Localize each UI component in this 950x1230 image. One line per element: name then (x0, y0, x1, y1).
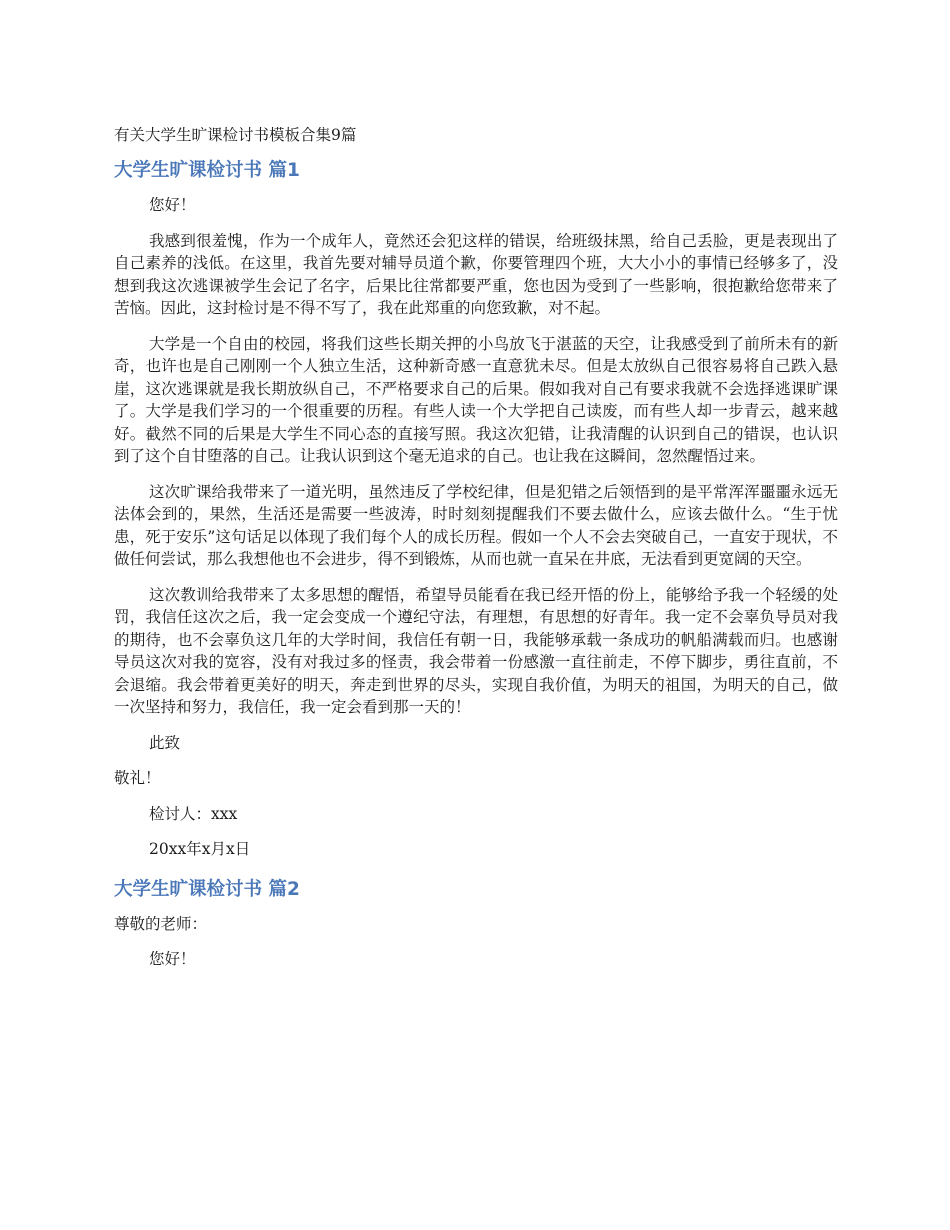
body-paragraph: 这次教训给我带来了太多思想的醒悟，希望导员能看在我已经开悟的份上，能够给予我一个轻缓的处罚，我信任这次之后，我一定会变成一个遵纪守法，有理想，有思想的好青年。我一定不会辜负导员对我的期待，也不会辜负这几年的大学时间，我信任有朝一日，我能够承载一条成功的帆船满载而归。也感谢导员这次对我的宽容，没有对我过多的怪责，我会带着一份感激一直往前走，不停下脚步，勇往直前，不会退缩。我会带着更美好的明天，奔走到世界的尽头，实现自我价值，为明天的祖国，为明天的自己，做一次坚持和努力，我信任，我一定会看到那一天的！ (114, 585, 838, 716)
body-paragraph: 大学是一个自由的校园，将我们这些长期关押的小鸟放飞于湛蓝的天空，让我感受到了前所未有的新奇，也许也是自己刚刚一个人独立生活，这种新奇感一直意犹未尽。但是太放纵自己很容易将自己跌入悬崖，这次逃课就是我长期放纵自己，不严格要求自己的后果。假如我对自己有要求我就不会选择逃课旷课了。大学是我们学习的一个很重要的历程。有些人读一个大学把自己读废，而有些人却一步青云，越来越好。截然不同的后果是大学生不同心态的直接写照。我这次犯错，让我清醒的认识到自己的错误，也认识到了这个自甘堕落的自己。让我认识到这个毫无追求的自己。也让我在这瞬间，忽然醒悟过来。 (114, 334, 838, 465)
body-paragraph: 我感到很羞愧，作为一个成年人，竟然还会犯这样的错误，给班级抹黑，给自己丢脸，更是表现出了自己素养的浅低。在这里，我首先要对辅导员道个歉，你要管理四个班，大大小小的事情已经够多了，没想到我这次逃课被学生会记了名字，后果比往常都要严重，您也因为受到了一些影响，很抱歉给您带来了苦恼。因此，这封检讨是不得不写了，我在此郑重的向您致歉，对不起。 (114, 231, 838, 317)
greeting: 您好！ (149, 196, 196, 214)
date: 20xx年x月x日 (149, 840, 251, 858)
body-paragraph: 这次旷课给我带来了一道光明，虽然违反了学校纪律，但是犯错之后领悟到的是平常浑浑噩噩永远无法体会到的，果然，生活还是需要一些波涛，时时刻刻提醒我们不要去做什么，应该去做什么。“生于忧患，死于安乐”这句话足以体现了我们每个人的成长历程。假如一个人不会去突破自己，一直安于现状，不做任何尝试，那么我想他也不会进步，得不到锻炼，从而也就一直呆在井底，无法看到更宽阔的天空。 (114, 482, 838, 568)
closing: 此致 (149, 733, 181, 752)
section-heading-1: 大学生旷课检讨书 篇1 (114, 160, 300, 181)
salute: 敬礼！ (114, 769, 161, 787)
greeting: 您好！ (149, 950, 196, 968)
salutation: 尊敬的老师： (114, 914, 208, 933)
signer: 检讨人：xxx (149, 804, 238, 823)
document-page (114, 124, 838, 984)
document-title: 有关大学生旷课检讨书模板合集9篇 (114, 126, 357, 144)
section-heading-2: 大学生旷课检讨书 篇2 (114, 878, 300, 900)
